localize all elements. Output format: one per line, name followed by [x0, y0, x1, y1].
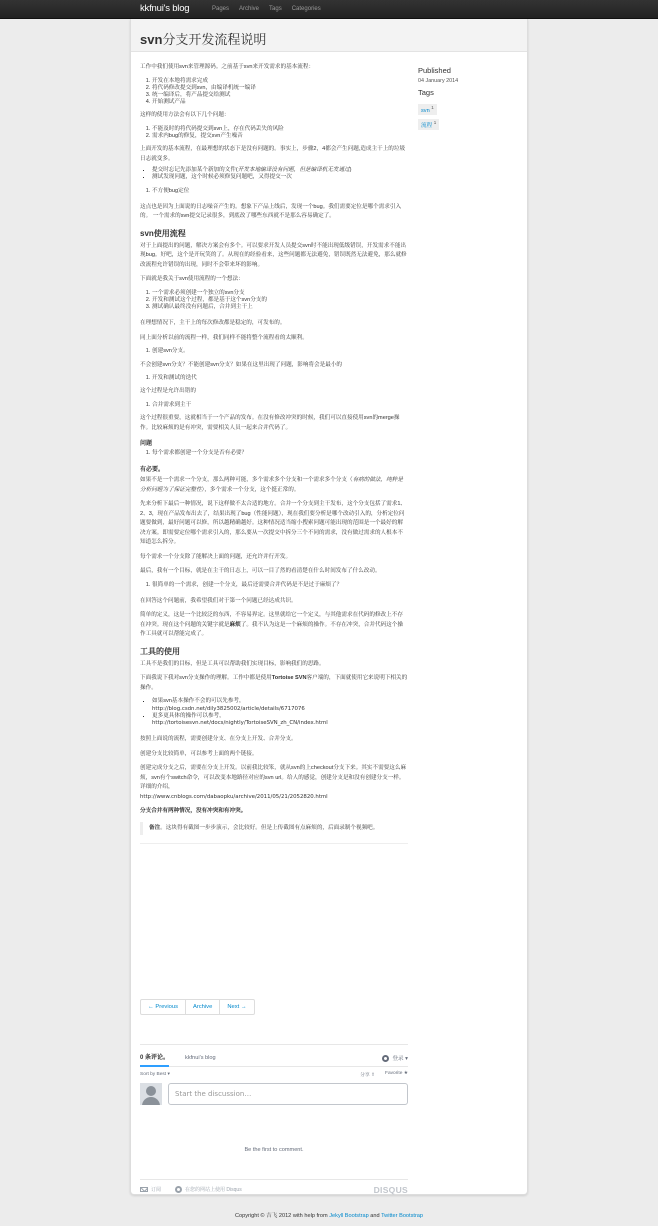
list-item: 2. 开发和测试这个过程，都是基于这个svn分支的 [152, 297, 408, 304]
list-item: ▪ 测试发现问题，这个时候必须修复问题吧，又得提交一次 [152, 174, 408, 181]
sort-dropdown[interactable]: Sort by Best ▾ [140, 1071, 170, 1077]
next-button[interactable]: Next → [227, 1004, 247, 1010]
paragraph: 分支合并有两种情况，没有冲突和有冲突。 [140, 808, 247, 815]
nav-categories[interactable]: Categories [291, 6, 321, 12]
list-item: 1. 不方便bug定位 [152, 188, 408, 195]
comment-count-tab[interactable]: 0 条评论。 [140, 1052, 169, 1067]
ordered-list [152, 78, 408, 107]
list-item: 2. 将代码修改提交到svn，由编译机统一编译 [152, 85, 408, 92]
share-button[interactable]: 分享 ⇪ [360, 1072, 376, 1078]
divider [140, 1044, 408, 1045]
list-item: ▪ 提交时忘记先添加某个新加的文件(开发本地编译没有问题，但是编译机无发通过) [152, 167, 408, 174]
paragraph: 在理想情况下，主干上的每次修改都是稳定的，可发布的。 [140, 320, 286, 327]
post-sidebar [418, 66, 518, 134]
list-item: 1. 一个需求必须创建一个独立的svn分支 [152, 290, 408, 297]
add-disqus-link[interactable]: 在您的网站上使用 Disqus [175, 1186, 242, 1193]
tags-heading: Tags [418, 88, 434, 97]
brand-link[interactable]: kkfnui's blog [140, 3, 190, 14]
paragraph: 对于上面提出的问题，解决方案会有多个。可以要求开发人员提交svn时不能出现低级错误，开发需求不能出现bug。好吧，这个是开玩笑的了。从现在的经验看来，这些问题都无法避免，错误既然无法避免，那么就修改流程允许错误的出现，同时不会带来坏的影响。 [140, 242, 407, 268]
article-content [140, 63, 408, 850]
page-header [131, 19, 527, 52]
tag-svn[interactable]: svn $^1$ [418, 104, 437, 115]
mail-icon [140, 1187, 148, 1193]
section-heading-issue: 问题 [140, 441, 153, 448]
divider [140, 843, 408, 844]
paragraph: 这个过程很重要，这就相当于一个产品的发布。在没有修改冲突的时候，我们可以直接使用svn的merge操作。比较麻烦的是有冲突，需要相关人员一起来合并代码了。 [140, 415, 400, 431]
paragraph: 如果不是一个需求一个分支，那么两种可能，多个需求多个分支和一个需求多个分支（有病的做法，纯粹是分析问题为了保证完整性），多个需求一个分支，这个挺正常的。 [140, 477, 403, 493]
reference-url: http://blog.csdn.net/dily3825002/article/details/6717076 [152, 705, 305, 712]
favorite-button[interactable]: Favorite ★ [385, 1070, 408, 1076]
comment-composer [140, 1083, 408, 1105]
ordered-list [152, 402, 408, 409]
jekyll-bootstrap-link[interactable]: Jekyll Bootstrap [329, 1213, 369, 1219]
list-item: 3. 测试确认最终没有问题后，合并到主干上 [152, 304, 408, 311]
paragraph: 这个过程是允许出错的 [140, 388, 196, 395]
list-item: 4. 开始测试产品 [152, 99, 408, 106]
paragraph: 工作中我们使用svn来管理源码。之前基于svn来开发需求的基本流程： [140, 64, 315, 70]
list-item: 1. 很简单的一个需求，创建一个分支，最后还需要合并代码是不是过于麻烦了？ [152, 582, 408, 589]
reference-url: http://tortoisesvn.net/docs/nightly/TortoiseSVN_zh_CN/index.html [152, 720, 328, 727]
list-item: 1. 创建svn分支。 [152, 348, 408, 355]
nav-archive[interactable]: Archive [239, 6, 260, 12]
list-item: 2. 需求内bug的修复，提交svn产生噪音 [152, 133, 408, 140]
paragraph: 创建完成分支之后，需要在分支上开发。以前我比较笨，就从svn的上checkout分支下来。其实不需要这么麻烦，svn有个switch命令，可以改变本地路径对应的svn url。给人的感觉，创建分支是和没有创建分支一样。详细的介绍， http://www.cnblogs.com/dabaopku/archive/2011/05/21/2052820.html [140, 765, 407, 800]
post-pager [140, 999, 255, 1015]
paragraph: 不会创建svn分支？不能创建svn分支？如果在这里出现了问题，影响将会是最小的 [140, 361, 343, 368]
reference-url: http://www.cnblogs.com/dabaopku/archive/2011/05/21/2052820.html [140, 793, 328, 800]
disqus-logo[interactable]: DISQUS [373, 1184, 408, 1195]
bullet-list [152, 167, 408, 181]
disqus-footer [140, 1179, 408, 1199]
community-tab[interactable]: kkfnui's blog [185, 1054, 216, 1061]
paragraph: 在回答这个问题前，我希望我们对于第一个问题已经达成共识。 [140, 597, 297, 604]
list-item: ▪ 更多更具体的操作可以参考， http://tortoisesvn.net/docs/nightly/TortoiseSVN_zh_CN/index.html [152, 713, 408, 727]
twitter-bootstrap-link[interactable]: Twitter Bootstrap [381, 1213, 424, 1219]
nav-pages[interactable]: Pages [212, 6, 230, 12]
paragraph: 按照上面说的流程，需要创建分支、在分支上开发、合并分支。 [140, 736, 297, 743]
section-heading-flow: svn使用流程 [140, 228, 186, 238]
paragraph: 下面我说下我对svn分支操作的理解。工作中都是使用Tortoise SVN客户端的，下面就使用它来说明下相关的操作。 [140, 675, 408, 691]
paragraph: 同上面分析以前的流程一样，我们同样不能将整个流程看的太顺利。 [140, 334, 308, 341]
list-item: ▪ 如果svn基本操作不会的可以先参考， http://blog.csdn.net/dily3825002/article/details/6717076 [152, 698, 408, 712]
paragraph: 这样的使用方法会有以下几个问题： [140, 112, 230, 119]
archive-button[interactable]: Archive [186, 1000, 220, 1014]
login-dropdown[interactable]: 登录 ▾ [382, 1054, 408, 1062]
page-title: svn分支开发流程说明 [140, 32, 267, 47]
tag-list [418, 104, 518, 130]
list-item: 1. 开发在本地将需求完成 [152, 78, 408, 85]
disqus-sort-bar [140, 1067, 408, 1081]
note-blockquote: 备注。这块得有截图一步步演示，会比较好。但是上传截图有点麻烦的，后面录制个视频吧。 [140, 822, 408, 836]
disqus-logo-icon [382, 1055, 389, 1062]
ordered-list [152, 582, 408, 589]
list-item: 1. 每个需求都创建一个分支是否有必要？ [152, 450, 408, 457]
paragraph: 创建分支比较简单，可以参考上面的两个链接。 [140, 750, 258, 757]
tag-process[interactable]: 流程 $^1$ [418, 119, 439, 130]
paragraph: 先来分析下最后一种情况，说下这样做不太合适的地方。合并一个分支到主干发布，这个分支包括了需求1、2、3，现在产品发布出去了，结果出现了bug（性能问题），现在我们要分析是哪个改动引入的，分析定位问题要做到，最好问题可以修，所以越精确越好。这种情况适当缩小搜索问题可能出现的范围是一个最好的解决方案。即需要定位哪个需求引入的，那么要从一次提交中拆分三个不同的需求，没有做过需求的人根本不知道怎么拆分。 [140, 501, 407, 546]
section-heading-tools: 工具的使用 [140, 646, 180, 656]
paragraph: 工具不是我们的目标，但是工具可以帮助我们实现目标，影响我们的思路。 [140, 660, 325, 667]
section-heading-necessary: 有必要。 [140, 467, 165, 474]
paragraph: 简单的定义，这是一个比较泛的东西，不容易界定。这里就给它一个定义，与其他需求在代码的修改上不存在冲突。现在这个问题的关键字就是麻烦了。我不认为这是一个麻烦的操作。不存在冲突，合并代码这个操作工具就可以帮能完成了。 [140, 612, 403, 638]
ordered-list [152, 126, 408, 140]
top-navbar [0, 0, 658, 19]
list-item: 3. 统一编译后，将产品提交给测试 [152, 92, 408, 99]
avatar [140, 1083, 162, 1105]
paragraph: 这点也是因为上面说的日志噪音产生的。想象下产品上线后，发现一个bug。我们需要定位是哪个需求引入的。 一个需求的svn提交记录很多，到底改了哪些东西就不是那么容易确定了。 [140, 203, 402, 220]
paragraph: 上面开发的基本流程，在最理想的状态下是没有问题的。事实上，步骤2，4都会产生问题,造成主干上的垃圾日志就变多。 [140, 146, 406, 162]
disqus-thread [140, 1049, 408, 1195]
site-footer: Copyright © 吉飞 2012 with help from Jekyll Bootstrap and Twitter Bootstrap [234, 1213, 424, 1219]
paragraph: 每个需求一个分支除了能解决上面的问题，还允许并行开发。 [140, 553, 292, 560]
ordered-list [152, 375, 408, 382]
paragraph: 最后，我有一个目标，就是在主干的日志上，可以一目了然的看清楚在什么时间发布了什么改动。 [140, 568, 381, 575]
subscribe-link[interactable]: 订阅 [140, 1186, 161, 1193]
list-item: 1. 合并需求到主干 [152, 402, 408, 409]
bullet-list [152, 698, 408, 727]
ordered-list [152, 290, 408, 312]
main-container [130, 19, 528, 1195]
published-heading: Published [418, 66, 451, 75]
previous-button[interactable]: ← Previous [141, 1000, 186, 1014]
ordered-list [152, 188, 408, 195]
disqus-tabs [140, 1049, 408, 1067]
paragraph: 下面就是我关于svn使用流程的一个想法： [140, 276, 244, 283]
list-item: 1. 开发和测试的迭代 [152, 375, 408, 382]
published-date: 04 January 2014 [418, 78, 459, 84]
list-item: 1. 不能及时的将代码提交到svn上，存在代码丢失的风险 [152, 126, 408, 133]
nav-tags[interactable]: Tags [269, 6, 282, 12]
ordered-list [152, 348, 408, 355]
ordered-list [152, 450, 408, 457]
empty-comments-text: Be the first to comment. [244, 1147, 304, 1153]
disqus-icon [175, 1186, 182, 1193]
comment-input[interactable]: Start the discussion… [168, 1083, 408, 1105]
nav-links [212, 6, 321, 12]
